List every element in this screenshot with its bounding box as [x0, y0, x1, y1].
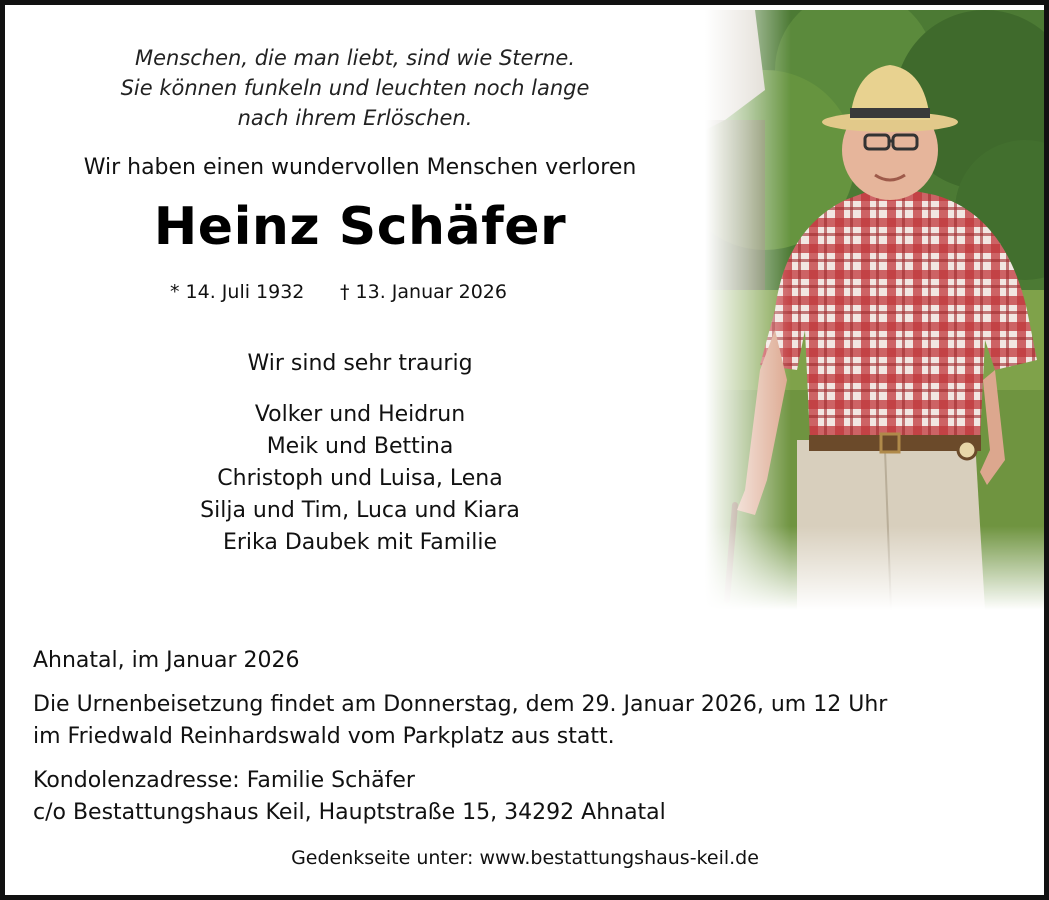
place-date: Ahnatal, im Januar 2026 [33, 648, 300, 673]
deceased-name: Heinz Schäfer [153, 197, 567, 257]
burial-line-2: im Friedwald Reinhardswald vom Parkplatz aus statt. [33, 724, 615, 749]
poem-line-3: nach ihrem Erlöschen. [237, 106, 473, 130]
condolence-line-1: Kondolenzadresse: Familie Schäfer [33, 768, 415, 793]
lead-text: Wir haben einen wundervollen Menschen verloren [83, 155, 637, 180]
poem-line-2: Sie können funkeln und leuchten noch lange [120, 76, 590, 100]
mourner-2: Meik und Bettina [266, 434, 454, 459]
portrait-photo [705, 10, 1049, 610]
mourner-5: Erika Daubek mit Familie [222, 530, 498, 555]
mourner-3: Christoph und Luisa, Lena [217, 466, 503, 491]
burial-line-1: Die Urnenbeisetzung findet am Donnerstag, dem 29. Januar 2026, um 12 Uhr [33, 692, 888, 717]
memorial-page-link: Gedenkseite unter: www.bestattungshaus-keil.de [291, 847, 759, 869]
mourner-1: Volker und Heidrun [254, 402, 466, 427]
condolence-line-2: c/o Bestattungshaus Keil, Hauptstraße 15, 34292 Ahnatal [33, 800, 666, 825]
mourning-text: Wir sind sehr traurig [247, 351, 473, 376]
mourner-4: Silja und Tim, Luca und Kiara [200, 498, 520, 523]
birth-date: * 14. Juli 1932 [170, 281, 305, 303]
poem-line-1: Menschen, die man liebt, sind wie Sterne. [134, 46, 575, 70]
death-date: † 13. Januar 2026 [340, 281, 507, 303]
